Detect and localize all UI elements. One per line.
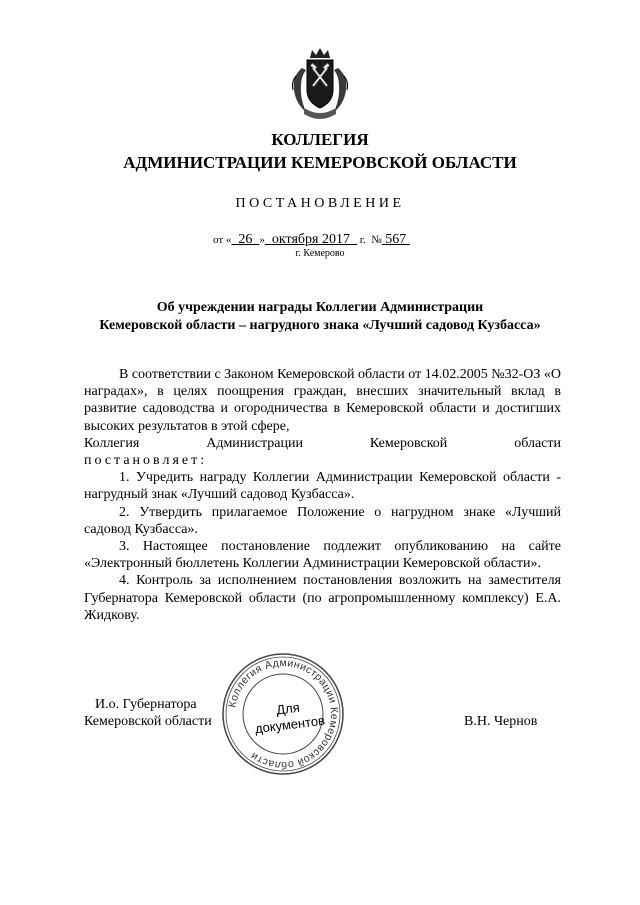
date-line bbox=[213, 232, 410, 248]
preamble: В соответствии с Законом Кемеровской области от 14.02.2005 №32-ОЗ «О наградах», в целях поощрения граждан, внесших значительный вклад в развитие садоводства и огородничества в Кемеровской области и достигших высоких результатов в этой сфере, bbox=[84, 367, 561, 434]
item-4: 4. Контроль за исполнением постановления возложить на заместителя Губернатора Кемеровской области (по агропромышленному комплексу) Е.А. Жидкову. bbox=[84, 573, 561, 623]
org-name-line2: АДМИНИСТРАЦИИ КЕМЕРОВСКОЙ ОБЛАСТИ bbox=[123, 153, 517, 172]
city: г. Кемерово bbox=[295, 248, 345, 259]
date-month-year: октября 2017 bbox=[271, 232, 350, 247]
title-line1: Об учреждении награды Коллегии Администрации bbox=[156, 300, 484, 315]
seal-center-line2: документов bbox=[254, 712, 326, 737]
signatory-name: В.Н. Чернов bbox=[464, 714, 538, 729]
date-mid: » bbox=[259, 234, 265, 246]
signatory-position-line1: И.о. Губернатора bbox=[95, 697, 197, 712]
seal-center-line1: Для bbox=[275, 699, 301, 718]
item-3: 3. Настоящее постановление подлежит опубликованию на сайте «Электронный бюллетень Коллегии Администрации Кемеровской области». bbox=[84, 539, 561, 572]
decree-word: постановляет: bbox=[84, 453, 208, 469]
signatory-position-line2: Кемеровской области bbox=[84, 714, 212, 729]
document-type: ПОСТАНОВЛЕНИЕ bbox=[235, 196, 405, 211]
seal-ring-text: Коллегия Администрации Кемеровской области bbox=[226, 656, 341, 772]
preamble-last-line: Коллегия Администрации Кемеровской области bbox=[84, 435, 561, 451]
document-body bbox=[84, 366, 561, 624]
date-day: 26 bbox=[238, 232, 253, 247]
item-1: 1. Учредить награду Коллегии Администрации Кемеровской области - нагрудный знак «Лучший садовод Кузбасса». bbox=[84, 470, 561, 503]
title-line2: Кемеровской области – нагрудного знака «Лучший садовод Кузбасса» bbox=[99, 318, 541, 333]
number-prefix: № bbox=[371, 234, 382, 246]
org-name-line1: КОЛЛЕГИЯ bbox=[271, 130, 369, 149]
date-prefix: от « bbox=[213, 234, 232, 246]
document-number: 567 bbox=[385, 232, 407, 247]
coat-of-arms-icon bbox=[290, 46, 350, 122]
date-year-suffix: г. bbox=[359, 234, 366, 246]
item-2: 2. Утвердить прилагаемое Положение о нагрудном знаке «Лучший садовод Кузбасса». bbox=[84, 504, 561, 537]
